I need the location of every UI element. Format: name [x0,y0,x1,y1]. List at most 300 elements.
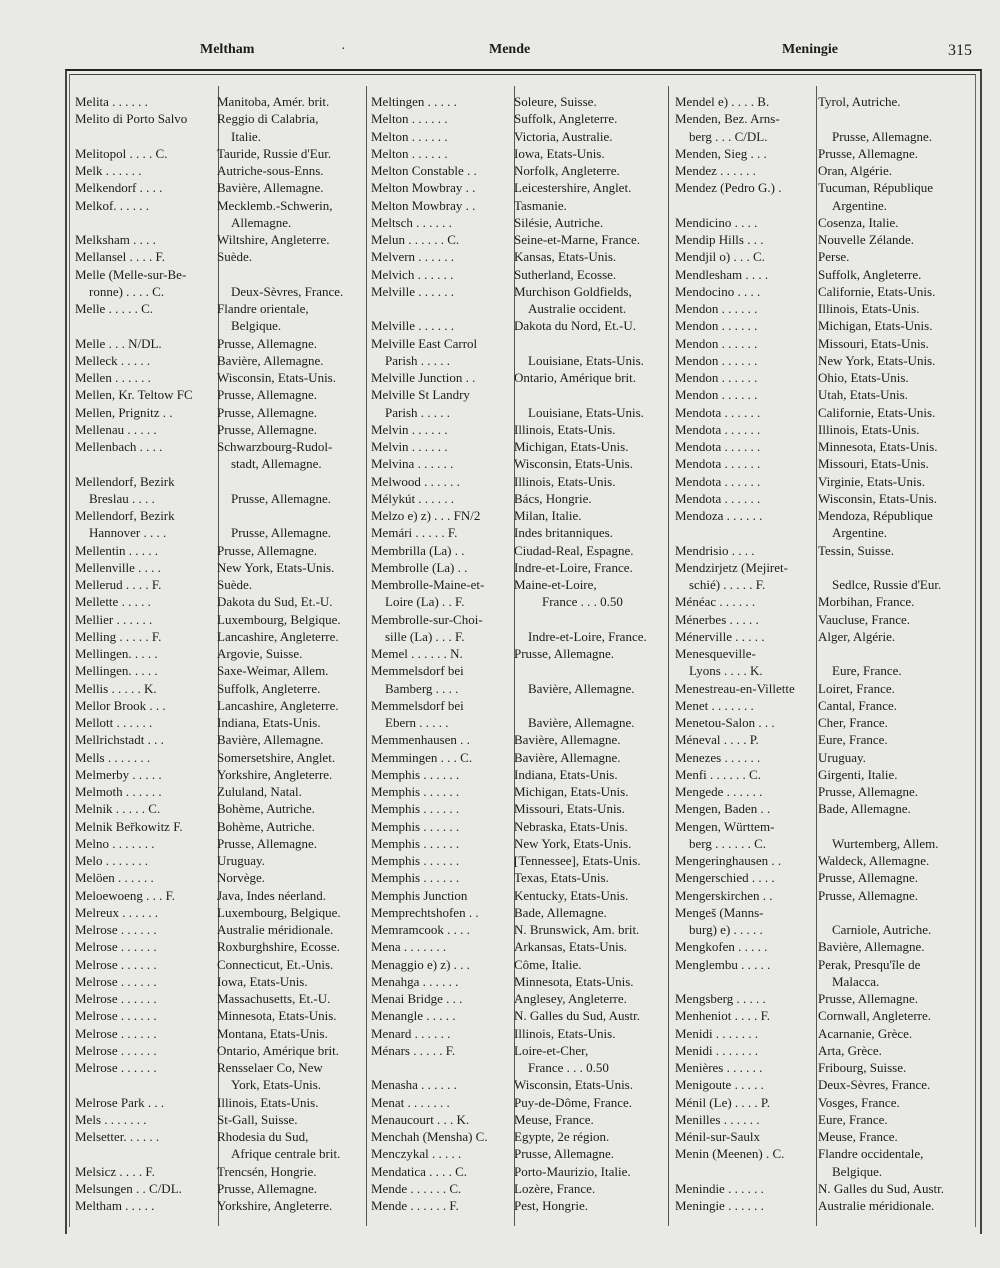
place-location: Bavière, Allemagne. [528,680,635,696]
place-name: Mendota . . . . . . [675,404,761,420]
place-location: Rensselaer Co, New [217,1060,323,1075]
entry-row [75,680,379,697]
place-location: Tasmanie. [514,197,567,213]
place-name: Melwood . . . . . . [371,473,460,489]
place-location: Nebraska, Etats-Unis. [514,818,628,834]
place-name: Melrose . . . . . . [75,1060,157,1075]
place-location: Kansas, Etats-Unis. [514,249,617,265]
entry-row [75,455,379,472]
place-location: Deux-Sèvres, France. [818,1077,931,1093]
place-location: Wisconsin, Etats-Unis. [514,456,633,472]
entry-row [75,473,379,490]
place-name: Menard . . . . . . [371,1025,451,1041]
entry-row [75,956,379,973]
place-name: berg . . . . . . C. [689,835,767,851]
entry-row [75,369,379,386]
place-location: Trencsén, Hongrie. [217,1163,317,1179]
entry-row [675,818,984,835]
place-name: Memphis . . . . . . [371,801,460,817]
entry-row [675,593,984,610]
place-name: Melrose . . . . . . [75,1008,157,1024]
entry-row [675,179,984,196]
place-name: Menaggio e) z) . . . [371,956,470,972]
place-name: Melle (Melle-sur-Be- [75,266,187,282]
entry-row [675,473,984,490]
place-name: Melvern . . . . . . [371,249,455,265]
place-location: Bavière, Allemagne. [818,939,925,955]
place-name: Melito di Porto Salvo [75,111,188,127]
place-name: burg) e) . . . . . [689,922,763,937]
entry-row [75,1042,379,1059]
place-name: Menat . . . . . . . [371,1094,450,1110]
place-name: Memramcook . . . . [371,922,470,937]
place-location: Illinois, Etats-Unis. [514,421,616,437]
place-location: Massachusetts, Et.-U. [217,991,331,1006]
place-location: Deux-Sèvres, France. [231,283,344,299]
entry-row [75,1094,379,1111]
place-name [75,128,217,145]
place-location: Girgenti, Italie. [818,766,898,782]
entry-row [675,145,984,162]
entry-row [675,990,984,1007]
place-location: New York, Etats-Unis. [217,559,335,575]
entry-row [371,1059,697,1076]
place-name: Mellenau . . . . . [75,421,157,437]
entry-row [675,1180,984,1197]
entry-row [675,852,984,869]
place-name: Menden, Sieg . . . [675,145,767,161]
place-name: Lyons . . . . K. [689,663,763,679]
place-location: Waldeck, Allemagne. [818,853,930,868]
place-location: Cantal, France. [818,697,898,713]
place-location: Porto-Maurizio, Italie. [514,1163,631,1179]
place-name: Melrose . . . . . . [75,973,157,989]
entry-row [371,145,697,162]
place-location: Luxembourg, Belgique. [217,904,341,920]
entry-row [675,542,984,559]
entry-row [675,680,984,697]
place-location [818,110,970,127]
place-name: ronne) . . . . C. [89,283,165,299]
place-name: Menheniot . . . . F. [675,1008,771,1024]
place-location: Prusse, Allemagne. [217,1180,318,1196]
place-location: Utah, Etats-Unis. [818,387,908,403]
entry-row [75,887,379,904]
place-name: Memphis . . . . . . [371,870,460,886]
place-name: Mengen, Württem- [675,818,775,834]
place-name: Mengen, Baden . . [675,801,771,817]
gazetteer-column-2 [371,93,697,1214]
place-location: Michigan, Etats-Unis. [514,784,629,799]
place-location: Victoria, Australie. [514,128,613,144]
place-location: Bade, Allemagne. [818,801,911,817]
place-name: Menidi . . . . . . . [675,1042,759,1058]
entry-row [371,938,697,955]
place-name: Memphis . . . . . . [371,766,460,782]
place-name: Memphis . . . . . . [371,784,460,799]
entry-row [371,645,697,662]
place-location: Schwarzbourg-Rudol- [217,439,333,454]
place-name [75,1145,217,1162]
place-name: Mendel e) . . . . B. [675,94,770,109]
place-location: Fribourg, Suisse. [818,1060,907,1075]
place-name: Parish . . . . . [385,352,450,368]
place-location: Sedlce, Russie d'Eur. [832,577,942,592]
place-location: Prusse, Allemagne. [818,887,919,903]
place-location: Allemagne. [231,214,292,230]
entry-row [675,1076,984,1093]
entry-row [675,766,984,783]
entry-row [75,852,379,869]
entry-row [675,1128,984,1145]
place-location: Missouri, Etats-Unis. [818,335,929,351]
place-name: Mengerschied . . . . [675,870,775,886]
place-location: Reggio di Calabria, [217,111,319,127]
entry-row [371,921,697,938]
place-location: Dakota du Nord, Et.-U. [514,318,637,334]
entry-row [75,1059,379,1076]
place-name: Melrose . . . . . . [75,956,157,972]
place-name: Melkof. . . . . . [75,197,150,213]
entry-row [371,680,697,697]
entry-row [75,300,379,317]
entry-row [371,110,697,127]
place-name: Mellrichstadt . . . [75,732,164,748]
place-location: Sutherland, Ecosse. [514,266,617,282]
place-location: Argovie, Suisse. [217,646,303,661]
place-location: Murchison Goldfields, [514,283,632,299]
entry-row [675,783,984,800]
entry-row [371,731,697,748]
place-name: Mendicino . . . . [675,214,758,230]
place-name: Mengeringhausen . . [675,853,782,868]
place-location: Mecklemb.-Schwerin, [217,197,333,213]
entry-row [371,990,697,1007]
place-name: Melville St Landry [371,387,470,403]
place-name: Mendatica . . . . C. [371,1163,468,1179]
place-location: Ciudad-Real, Espagne. [514,542,634,558]
entry-row [371,818,697,835]
entry-row [75,559,379,576]
place-location: Lancashire, Angleterre. [217,697,339,713]
place-location: Bavière, Allemagne. [217,352,324,368]
place-name: Ménil-sur-Saulx [675,1129,760,1144]
place-location: Prusse, Allemagne. [217,404,318,420]
place-name: Melmoth . . . . . . [75,784,162,799]
entry-row [675,645,984,662]
place-location: Yorkshire, Angleterre. [217,766,333,782]
place-name: Ebern . . . . . [385,715,449,730]
place-location: Anglesey, Angleterre. [514,991,627,1006]
place-location: Dakota du Sud, Et.-U. [217,594,333,610]
entry-row [75,93,379,110]
place-name: Melville . . . . . . [371,283,455,299]
place-location: Prusse, Allemagne. [818,991,919,1006]
entry-row [371,455,697,472]
place-name: Menindie . . . . . . [675,1180,764,1196]
place-name [675,197,818,214]
entry-row [371,283,697,300]
place-name: Melrose . . . . . . [75,939,157,955]
place-location: Java, Indes néerland. [217,887,327,903]
place-location: Prusse, Allemagne. [231,490,332,506]
place-location: Pest, Hongrie. [514,1198,589,1213]
place-name: Ménars . . . . . F. [371,1042,456,1058]
place-location: Saxe-Weimar, Allem. [217,663,329,679]
place-name: Melton . . . . . . [371,111,448,127]
place-name: Melsungen . . C/DL. [75,1180,182,1196]
entry-row [371,766,697,783]
place-name: Melno . . . . . . . [75,835,155,851]
place-name: Melo . . . . . . . [75,853,148,868]
entry-row [371,93,697,110]
place-name: Memári . . . . . F. [371,525,458,541]
place-name: Melnik . . . . . C. [75,801,161,817]
entry-row [371,697,697,714]
place-name: Melrose . . . . . . [75,1042,157,1058]
place-name: Ménil (Le) . . . . P. [675,1094,770,1110]
entry-row [675,697,984,714]
place-location: Roxburghshire, Ecosse. [217,939,340,955]
place-name: Hannover . . . . [89,525,167,541]
place-location: Leicestershire, Anglet. [514,180,632,196]
place-name: Mellette . . . . . [75,594,151,610]
entry-row [75,231,379,248]
place-location: Soleure, Suisse. [514,94,597,109]
place-location: Perak, Presqu'île de [818,956,921,972]
place-location: Nouvelle Zélande. [818,232,915,247]
entry-row [75,1025,379,1042]
entry-row [75,490,379,507]
place-name: Ménéac . . . . . . [675,594,756,610]
header-last-entry: Meningie [782,42,838,57]
entry-row [675,662,984,679]
place-location: Eure, France. [818,1111,888,1127]
place-location: Indre-et-Loire, France. [528,628,647,644]
entry-row [675,869,984,886]
place-location: Norvège. [217,870,266,886]
entry-row [675,524,984,541]
entry-row [675,352,984,369]
entry-row [371,1128,697,1145]
entry-row [75,128,379,145]
place-name: Bamberg . . . . [385,680,459,696]
place-name: Parish . . . . . [385,404,450,420]
entry-row [675,421,984,438]
place-name: Melrose . . . . . . [75,991,157,1006]
place-location: Prusse, Allemagne. [818,145,919,161]
place-location: Minnesota, Etats-Unis. [217,1008,337,1024]
place-location: Bohème, Autriche. [217,818,315,834]
entry-row [75,1197,379,1214]
place-name [75,455,217,472]
entry-row [371,179,697,196]
place-name: sille (La) . . . F. [385,628,465,644]
place-location: Suffolk, Angleterre. [818,266,922,282]
place-name: Menin (Meenen) . C. [675,1146,785,1162]
place-location: Missouri, Etats-Unis. [514,801,625,817]
entry-row [371,714,697,731]
entry-row [371,1094,697,1111]
entry-row [675,300,984,317]
entry-row [75,507,379,524]
entry-row [75,1180,379,1197]
place-name: Melton Constable . . [371,163,477,178]
entry-row [675,128,984,145]
entry-row [75,869,379,886]
place-location: Bavière, Allemagne. [217,732,324,748]
place-name: Melville East Carrol [371,335,478,351]
entry-row [75,438,379,455]
place-name: Membrilla (La) . . [371,542,465,558]
place-name: Mendoza . . . . . . [675,508,763,523]
place-location: Louisiane, Etats-Unis. [528,352,644,368]
entry-row [371,593,697,610]
place-name: Melksham . . . . [75,232,156,247]
place-name: Ménerville . . . . . [675,628,765,644]
place-location: Uruguay. [217,853,265,868]
place-location: Arkansas, Etats-Unis. [514,939,628,955]
place-location: Egypte, 2e région. [514,1129,610,1144]
entry-row [75,179,379,196]
entry-row [371,1076,697,1093]
place-name: Mende . . . . . . C. [371,1180,462,1196]
entry-row [371,490,697,507]
entry-row [371,1111,697,1128]
place-name: Melzo e) z) . . . FN/2 [371,508,481,523]
place-location: Californie, Etats-Unis. [818,404,936,420]
place-location [217,507,365,524]
place-name: Memmenhausen . . [371,732,470,748]
entry-row [75,973,379,990]
entry-row [371,852,697,869]
entry-row [371,197,697,214]
place-name: Mendrisio . . . . [675,542,755,558]
place-name: Membrolle (La) . . [371,559,468,575]
place-name: Mendota . . . . . . [675,421,761,437]
place-name: Menetou-Salon . . . [675,715,775,730]
place-location: Suffolk, Angleterre. [514,111,618,127]
place-location: Ontario, Amérique brit. [217,1042,340,1058]
place-location [514,335,669,352]
entry-row [371,973,697,990]
place-name: Melrose Park . . . [75,1094,165,1110]
entry-row [75,731,379,748]
entry-row [371,369,697,386]
entry-row [75,749,379,766]
place-location: Carniole, Autriche. [832,922,932,937]
place-name: Memphis . . . . . . [371,835,460,851]
place-name: Menaucourt . . . K. [371,1111,470,1127]
place-name: Melsicz . . . . F. [75,1163,155,1179]
place-location: Lozère, France. [514,1180,596,1196]
entry-row [371,542,697,559]
place-location: Argentine. [832,197,887,213]
place-location: Prusse, Allemagne. [818,784,919,799]
place-name: Menczykal . . . . . [371,1146,462,1162]
place-name [75,1076,217,1093]
entry-row [75,1163,379,1180]
place-location [818,904,970,921]
place-name: Mengsberg . . . . . [675,991,766,1006]
place-location: Perse. [818,249,850,265]
place-location: Norfolk, Angleterre. [514,163,620,178]
place-location: France . . . 0.50 [528,1060,609,1075]
entry-row [371,162,697,179]
entry-row [75,352,379,369]
place-location: Louisiane, Etats-Unis. [528,404,644,420]
place-name: Mellingen. . . . . [75,646,158,661]
place-location: Prusse, Allemagne. [818,870,919,886]
entry-row [675,1025,984,1042]
place-location: Minnesota, Etats-Unis. [514,973,634,989]
place-name: Meltham . . . . . [75,1198,155,1213]
place-name: Melvin . . . . . . [371,421,448,437]
place-name [675,524,818,541]
entry-row [371,473,697,490]
place-name: Melita . . . . . . [75,94,148,109]
place-location: Australie méridionale. [818,1198,935,1213]
place-location: Seine-et-Marne, France. [514,232,640,247]
place-location: Michigan, Etats-Unis. [818,318,933,334]
place-name: Menglembu . . . . . [675,956,771,972]
entry-row [371,662,697,679]
entry-row [675,1094,984,1111]
place-location: Bács, Hongrie. [514,490,592,506]
place-name: Breslau . . . . [89,490,155,506]
header-first-entry: Meltham [200,42,255,57]
place-location: Belgique. [231,318,282,334]
place-name: Memphis . . . . . . [371,818,460,834]
place-location: Bavière, Allemagne. [217,180,324,196]
place-name: Memmingen . . . C. [371,749,473,765]
entry-row [675,835,984,852]
place-name: Melvich . . . . . . [371,266,454,282]
place-location: Wisconsin, Etats-Unis. [514,1077,633,1093]
entry-row [75,1111,379,1128]
entry-row [675,93,984,110]
place-location [818,645,970,662]
place-name: Melville Junction . . [371,370,476,385]
gazetteer-column-3 [675,93,984,1214]
place-location [217,473,365,490]
place-name: Mellingen. . . . . [75,663,158,679]
place-location: Suède. [217,577,253,592]
entry-row [675,731,984,748]
entry-row [75,335,379,352]
place-location: Bavière, Allemagne. [514,749,621,765]
place-name: Melkendorf . . . . [75,180,163,196]
entry-row [75,1145,379,1162]
entry-row [371,783,697,800]
place-location: Maine-et-Loire, [514,577,597,592]
place-name: Mellentin . . . . . [75,542,159,558]
place-name: Melreux . . . . . . [75,904,159,920]
entry-row [371,352,697,369]
place-location: Loire-et-Cher, [514,1042,589,1058]
place-name: Membrolle-sur-Choi- [371,611,483,627]
place-name: Mendip Hills . . . [675,232,764,247]
place-location: Belgique. [832,1163,883,1179]
entry-row [675,490,984,507]
entry-row [675,576,984,593]
place-location [514,386,669,403]
entry-row [371,956,697,973]
place-location: Illinois, Etats-Unis. [818,421,920,437]
entry-row [371,404,697,421]
place-name: berg . . . C/DL. [689,128,768,144]
place-location: Tucuman, République [818,180,934,196]
